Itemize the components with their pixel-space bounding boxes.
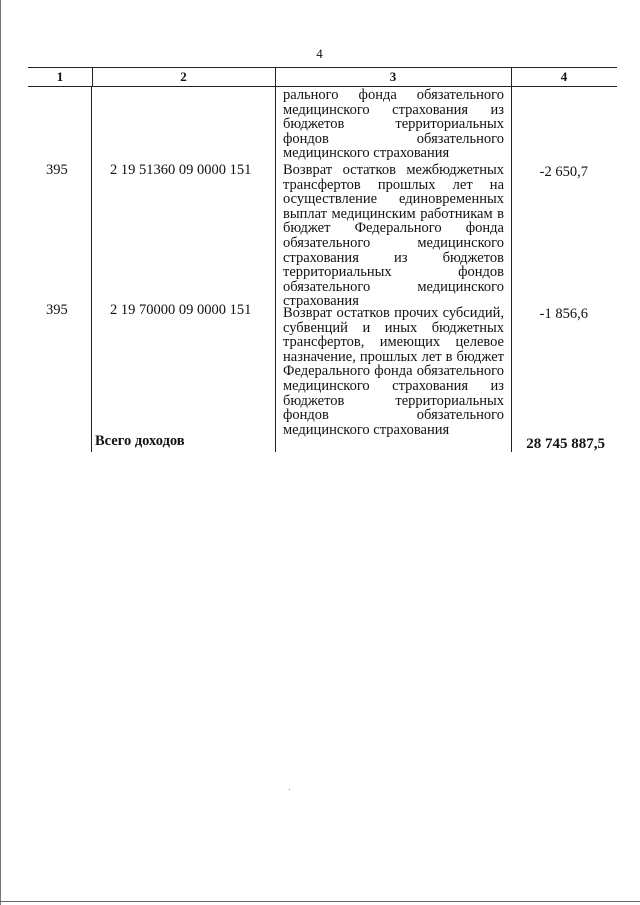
total-value: 28 745 887,5 <box>526 436 605 452</box>
page-number: 4 <box>316 46 324 61</box>
header-col-4: 4 <box>560 69 568 84</box>
total-label: Всего доходов <box>95 433 185 449</box>
row-description: Возврат остатков прочих субсидий, субвенций и иных бюджетных трансфертов, имеющих целевое назначение, прошлых лет в бюджет Федерального фонда обязательного медицинского страхования из бюджетов территориальных фондов обязательного медицинского страхования <box>283 305 504 438</box>
header-col-1: 1 <box>56 69 64 84</box>
row-budget-code: 2 19 51360 09 0000 151 <box>110 162 252 178</box>
column-divider-1-2 <box>91 86 92 452</box>
table-top-border <box>28 67 617 68</box>
row-admin-code: 395 <box>46 162 68 178</box>
page-bottom-edge <box>0 901 640 902</box>
scan-speck <box>289 789 290 790</box>
header-col-2: 2 <box>180 69 187 84</box>
row-description: Возврат остатков межбюджетных трансфертов прошлых лет на осуществление единовременных выплат медицинским работникам в бюджет Федерального фонда обязательного медицинского страхования из бюджетов территориальных фондов обязательного медицинского страхования <box>283 162 504 310</box>
continued-description: рального фонда обязательного медицинского страхования из бюджетов территориальных фондов обязательного медицинского страхования <box>283 87 504 162</box>
page-left-edge <box>0 0 1 905</box>
row-amount: -1 856,6 <box>539 306 588 322</box>
row-amount: -2 650,7 <box>539 164 588 180</box>
column-divider-3-4 <box>511 67 512 452</box>
row-admin-code: 395 <box>46 302 68 318</box>
header-col-3: 3 <box>389 69 397 84</box>
row-budget-code: 2 19 70000 09 0000 151 <box>110 302 252 318</box>
column-divider-2-3 <box>275 67 276 452</box>
